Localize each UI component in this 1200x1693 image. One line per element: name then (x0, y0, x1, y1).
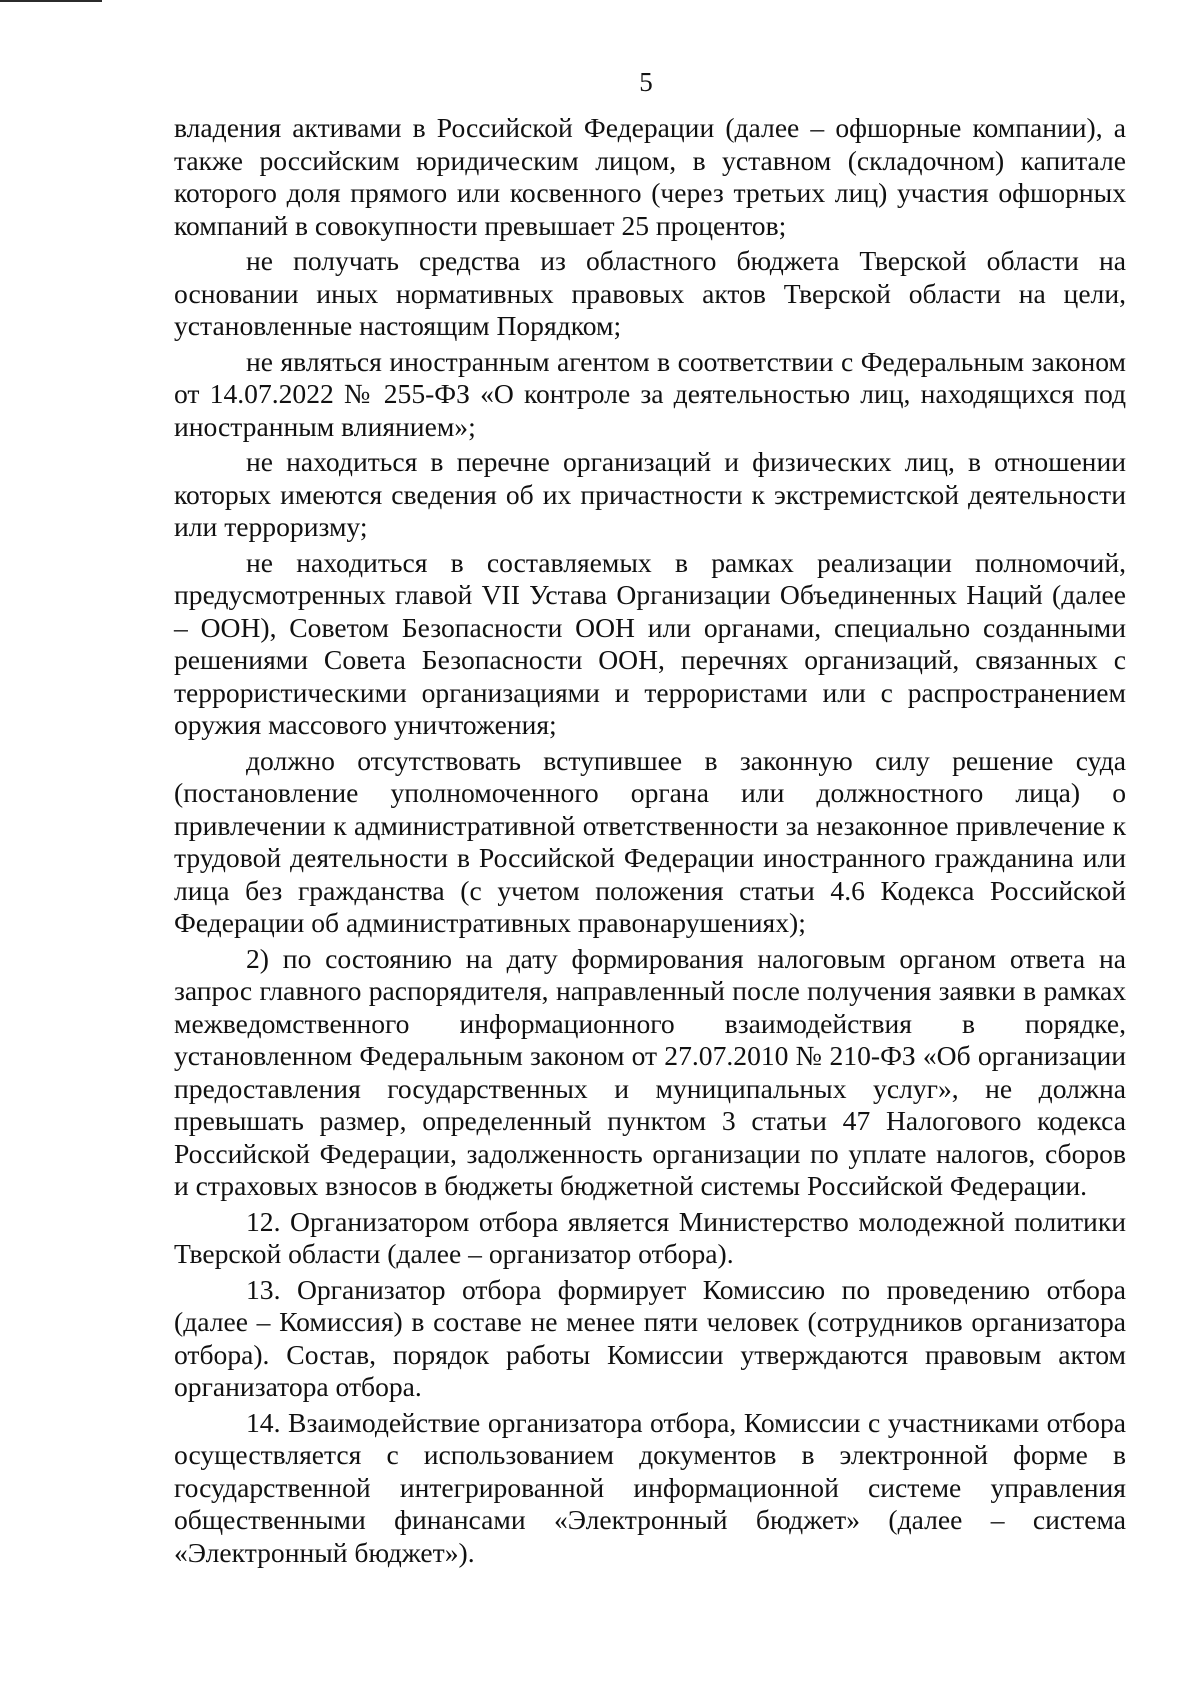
paragraph-foreign-agent: не являться иностранным агентом в соответствии с Федеральным законом от 14.07.2022 № 255-ФЗ «О контроле за деятельностью лиц, находящихся под иностранным влиянием»; (174, 345, 1126, 442)
paragraph-court-decision: должно отсутствовать вступившее в законную силу решение суда (постановление уполномоченного органа или должностного лица) о привлечении к административной ответственности за незаконное привлечение к трудовой деятельности в Российской Федерации иностранного гражданина или лица без гражданства (с учетом положения статьи 4.6 Кодекса Российской Федерации об административных правонарушениях); (174, 744, 1126, 938)
paragraph-offshore-companies: владения активами в Российской Федерации (далее – офшорные компании), а также российским юридическим лицом, в уставном (складочном) капитале которого доля прямого или косвенного (через третьих лиц) участия офшорных компаний в совокупности превышает 25 процентов; (174, 112, 1126, 241)
paragraph-item-12: 12. Организатором отбора является Министерство молодежной политики Тверской области (далее – организатор отбора). (174, 1205, 1126, 1269)
paragraph-regional-budget-funds: не получать средства из областного бюджета Тверской области на основании иных нормативных правовых актов Тверской области на цели, установленные настоящим Порядком; (174, 245, 1126, 341)
page-number: 5 (639, 67, 653, 97)
paragraph-extremism-list: не находиться в перечне организаций и физических лиц, в отношении которых имеются сведения об их причастности к экстремистской деятельности или терроризму; (174, 446, 1126, 542)
paragraph-item-14: 14. Взаимодействие организатора отбора, Комиссии с участниками отбора осуществляется с использованием документов в электронной форме в государственной интегрированной информационной системе управления общественными финансами «Электронный бюджет» (далее – система «Электронный бюджет»). (174, 1406, 1126, 1568)
paragraph-tax-debt: 2) по состоянию на дату формирования налоговым органом ответа на запрос главного распорядителя, направленный после получения заявки в рамках межведомственного информационного взаимодействия в порядке, установленном Федеральным законом от 27.07.2010 № 210-ФЗ «Об организации предоставления государственных и муниципальных услуг», не должна превышать размер, определенный пунктом 3 статьи 47 Налогового кодекса Российской Федерации, задолженность организации по уплате налогов, сборов и страховых взносов в бюджеты бюджетной системы Российской Федерации. (174, 942, 1126, 1201)
document-body (174, 112, 1126, 1569)
paragraph-item-13: 13. Организатор отбора формирует Комиссию по проведению отбора (далее – Комиссия) в составе не менее пяти человек (сотрудников организатора отбора). Состав, порядок работы Комиссии утверждаются правовым актом организатора отбора. (174, 1273, 1126, 1402)
paragraph-un-sanctions-list: не находиться в составляемых в рамках реализации полномочий, предусмотренных главой VII Устава Организации Объединенных Наций (далее – ООН), Советом Безопасности ООН или органами, специально созданными решениями Совета Безопасности ООН, перечнях организаций, связанных с террористическими организациями и террористами или с распространением оружия массового уничтожения; (174, 546, 1126, 740)
